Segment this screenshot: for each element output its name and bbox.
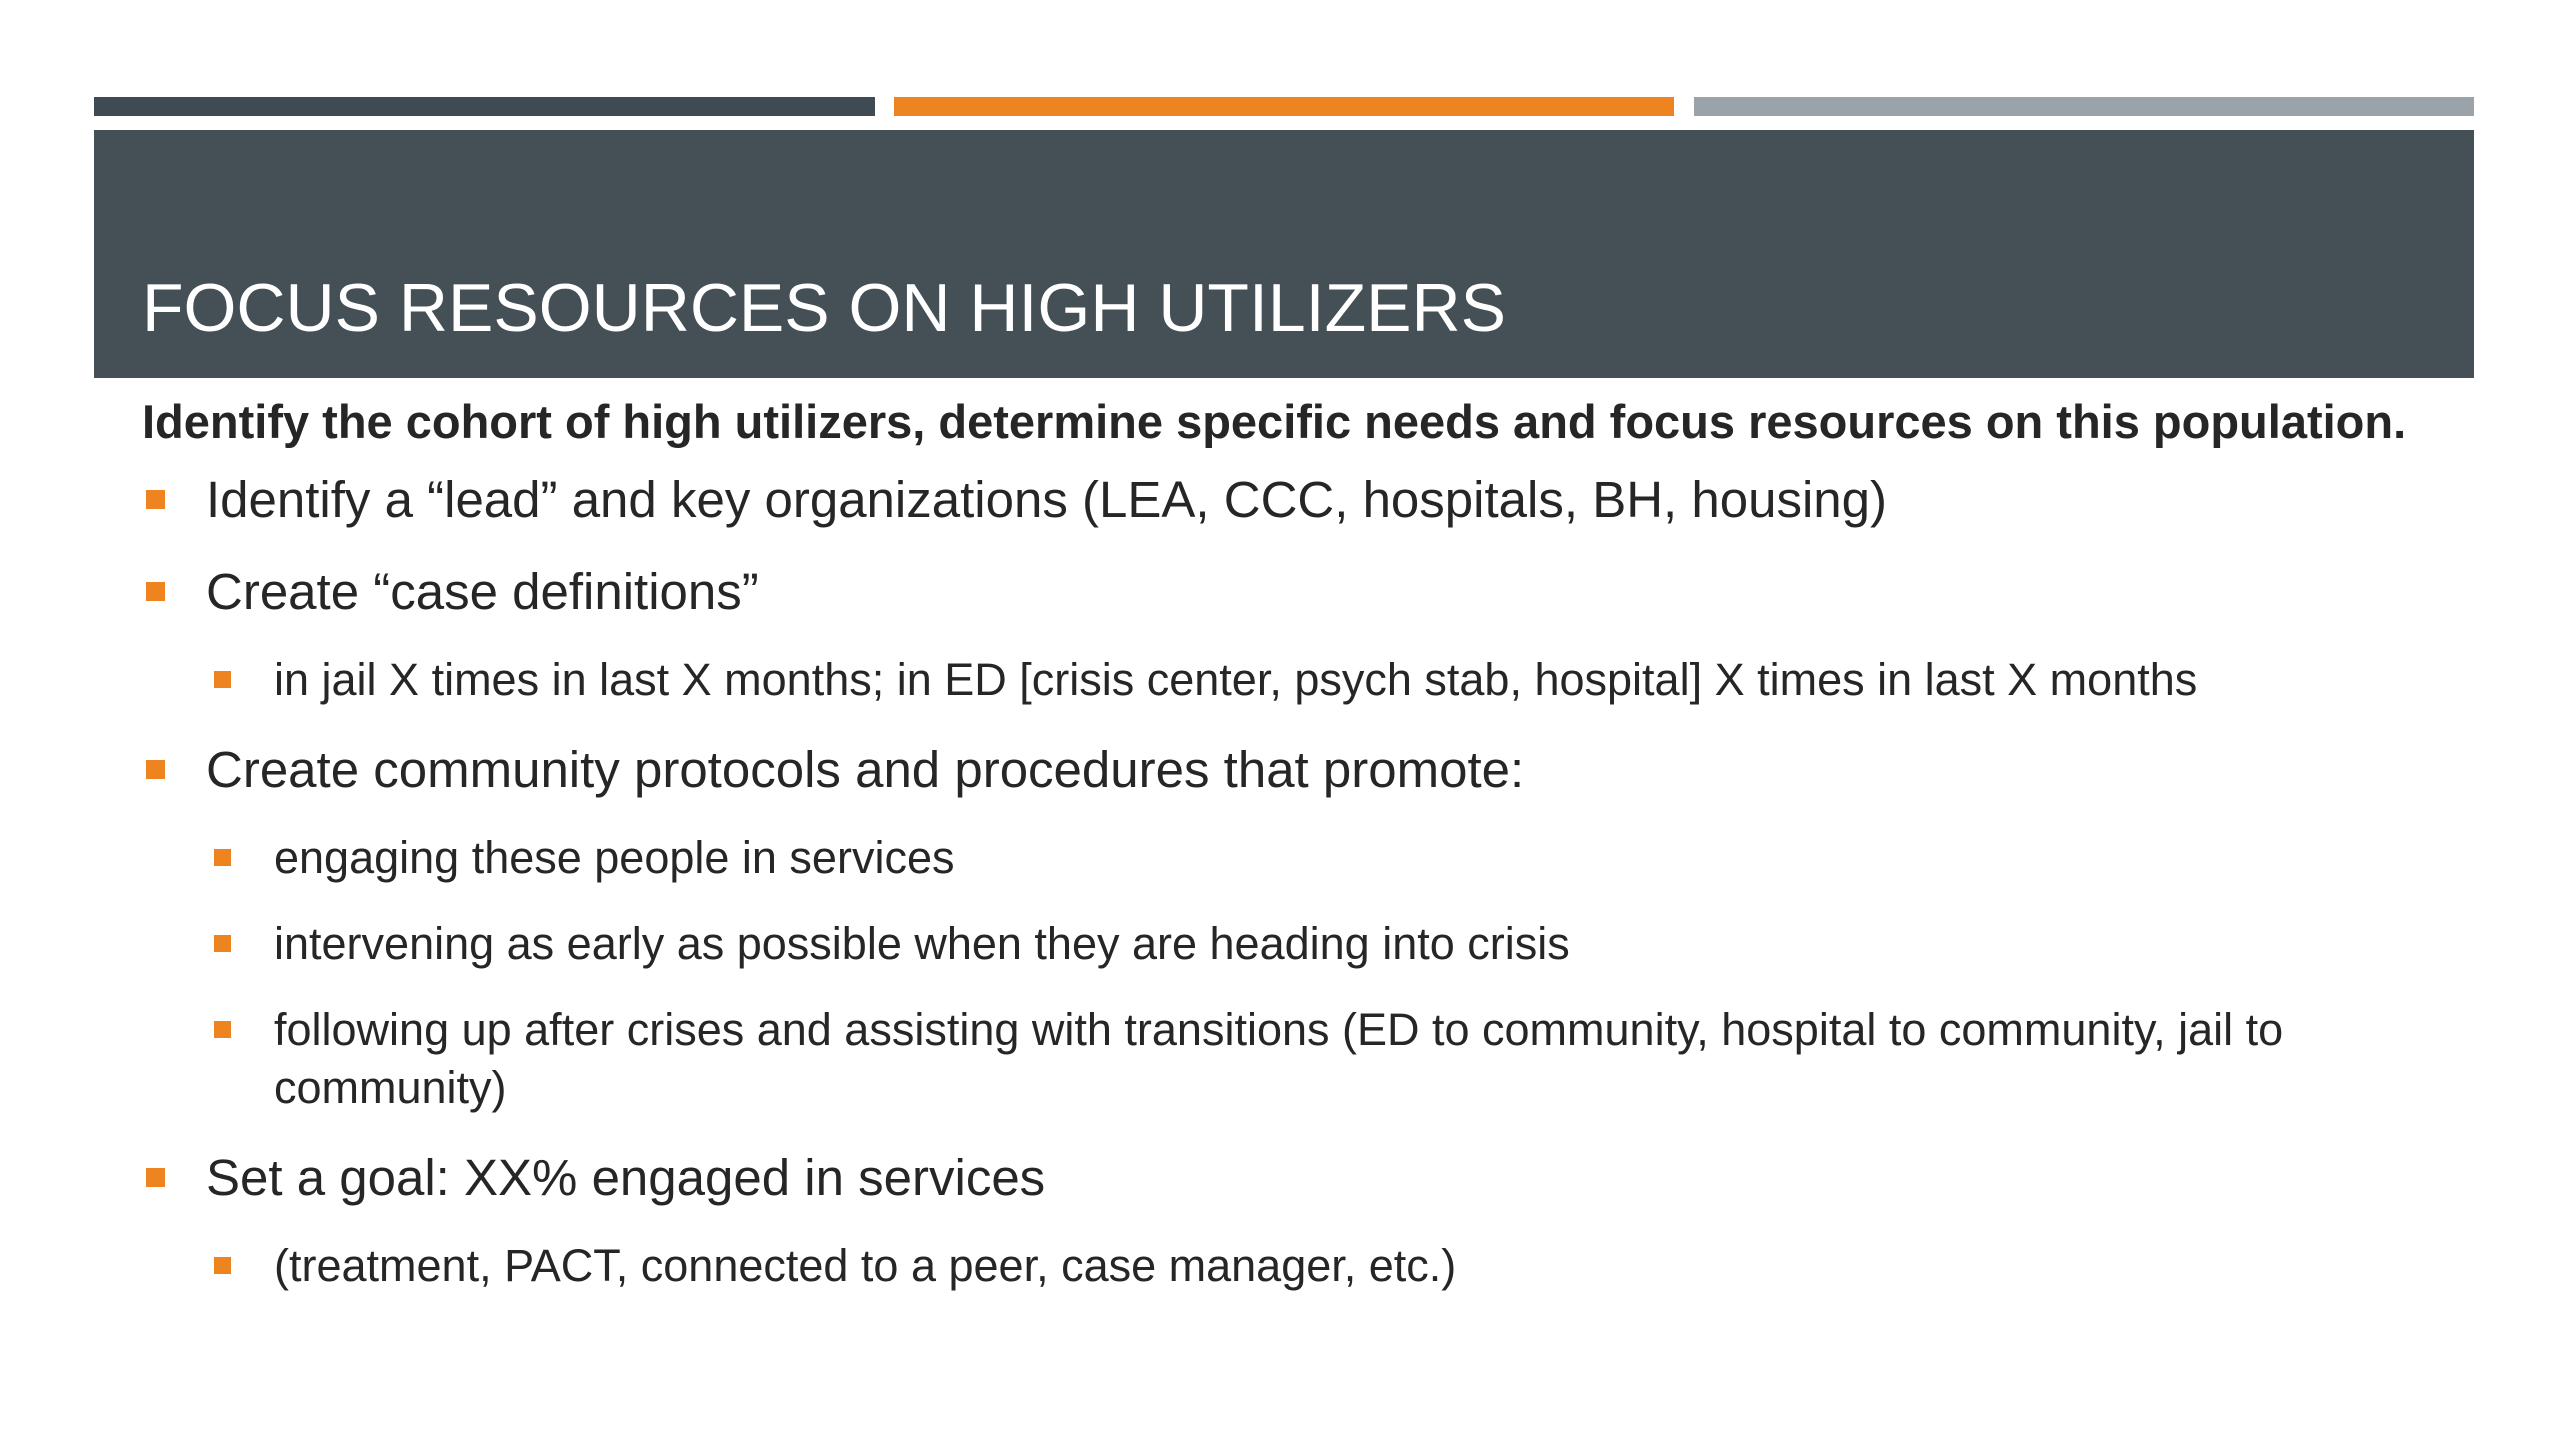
orange-square-icon [214,1257,231,1274]
accent-bar-gray [1694,97,2474,116]
sub-bullet-text: following up after crises and assisting with transitions (ED to community, hospital to community, jail to community) [274,1004,2284,1113]
orange-square-icon [146,490,165,509]
bullet-text: Set a goal: XX% engaged in services [206,1149,1046,1206]
bullet-list [142,469,2432,1295]
orange-square-icon [214,1021,231,1038]
sub-bullet-item [142,1237,2432,1295]
lead-statement: Identify the cohort of high utilizers, determine specific needs and focus resources on this population. [142,395,2407,448]
sub-bullet-item [142,651,2432,709]
bullet-item [142,469,2432,531]
orange-square-icon [214,671,231,688]
bullet-text: Create “case definitions” [206,563,759,620]
sub-bullet-item [142,915,2432,973]
orange-square-icon [146,1168,165,1187]
accent-bar-orange [894,97,1674,116]
sub-bullet-text: (treatment, PACT, connected to a peer, case manager, etc.) [274,1240,1457,1291]
bullet-item [142,739,2432,801]
orange-square-icon [214,935,231,952]
orange-square-icon [146,582,165,601]
slide-title: FOCUS RESOURCES ON HIGH UTILIZERS [142,270,1506,346]
bullet-text: Identify a “lead” and key organizations (LEA, CCC, hospitals, BH, housing) [206,471,1888,528]
sub-bullet-text: in jail X times in last X months; in ED [crisis center, psych stab, hospital] X times in last X months [274,654,2198,705]
accent-bar-dark [94,97,875,116]
bullet-item [142,1147,2432,1209]
orange-square-icon [146,760,165,779]
orange-square-icon [214,849,231,866]
sub-bullet-text: engaging these people in services [274,832,955,883]
sub-bullet-item [142,829,2432,887]
sub-bullet-text: intervening as early as possible when they are heading into crisis [274,918,1570,969]
bullet-text: Create community protocols and procedures that promote: [206,741,1525,798]
title-banner [94,130,2474,378]
sub-bullet-item [142,1001,2432,1117]
bullet-item [142,561,2432,623]
slide-content [142,392,2432,1295]
